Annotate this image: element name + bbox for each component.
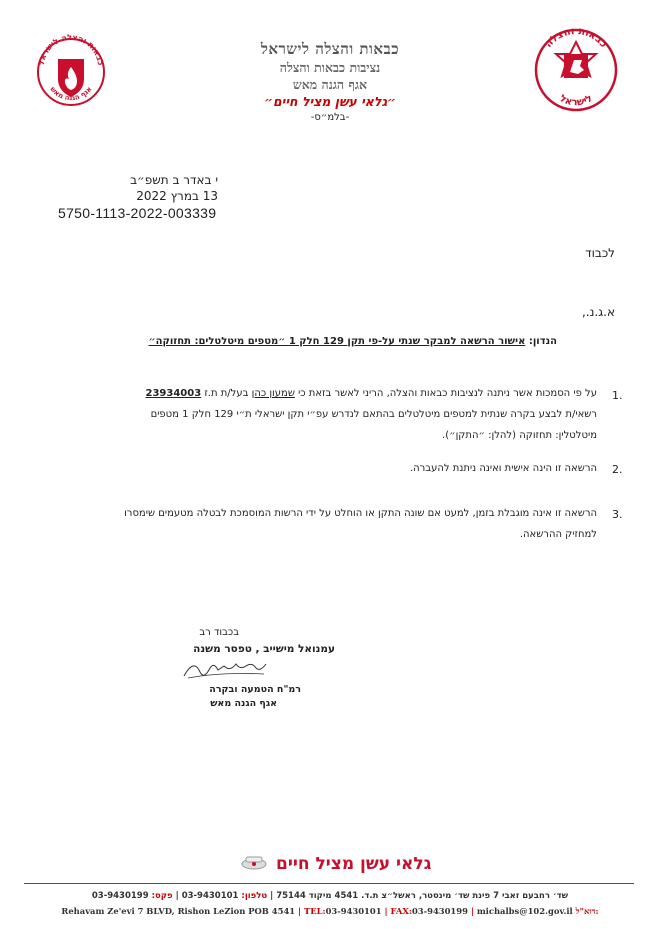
item-1-line-1-prefix: על פי הסמכות אשר ניתנה לנציבות כבאות והצלה, הריני לאשר בזאת כי: [298, 388, 597, 399]
item-1-number: 1.: [612, 389, 623, 402]
footer-address-he: שד׳ רחבעם זאבי 7 פינת שד׳ מינסטר, ראשל״צ ת.ד. 4541 מיקוד 75144: [276, 891, 569, 901]
greeting: לכבוד: [585, 246, 615, 260]
letterhead: [200, 40, 460, 125]
footer-divider: [24, 883, 634, 884]
footer-fax-label-en: FAX:: [390, 906, 412, 916]
signer-role: רמ"ח הטמעה ובקרה: [209, 684, 301, 695]
footer-brand-text: גלאי עשן מציל חיים: [276, 854, 432, 874]
item-3-line-2: למחזיק ההרשאה.: [519, 529, 597, 540]
item-2-number: 2.: [612, 463, 623, 476]
classification: -בלמ״ס-: [310, 112, 350, 123]
footer-brand: [240, 852, 431, 876]
footer-phone: 03-9430101: [181, 891, 239, 901]
item-3-number: 3.: [612, 508, 623, 521]
footer-fax-en: 03-9430199: [411, 906, 468, 916]
fire-rescue-israel-logo: [530, 20, 622, 116]
item-1-line-1-mid: בעל/ת ת.ז: [204, 388, 249, 399]
footer-tel-label-en: TEL:: [304, 906, 326, 916]
footer-email-label: דוא"ל:: [575, 906, 599, 916]
subject-text: אישור הרשאה למבקר שנתי על-פי תקן 129 חלק 1 ״מטפים מיטלטלים: תחזוקה״: [148, 336, 526, 347]
date-block: [58, 172, 218, 204]
item-3-line-1: הרשאה זו אינה מוגבלת בזמן, למעט אם שונה התקן או הוחלט על ידי הרשות המוסמכת לבטלה מטעמים שימסרו: [124, 508, 597, 519]
footer-phone-label: טלפון:: [241, 891, 268, 901]
item-1-line-2: רשאי/ת לבצע בקרה שנתית למטפים מיטלטלים בהתאם לנדרש עפ״י תקן ישראלי ת״י 129 חלק 1 מטפים: [150, 409, 597, 420]
subject-line: [149, 336, 558, 347]
holder-name: שמעון כהן: [251, 388, 295, 399]
item-1: [57, 383, 597, 446]
footer-fax: 03-9430199: [91, 891, 149, 901]
left-logo-top-text: כבאות והצלה לישראל: [36, 33, 106, 66]
department-name: אגף הגנה מאש: [292, 77, 368, 92]
item-1-line-3: מיטלטלין: תחזוקה (להלן: ״התקן״).: [442, 430, 597, 441]
fire-protection-logo: [36, 33, 106, 111]
left-logo-bottom-text: אגף הגנה מאש: [48, 85, 94, 103]
signer-department: אגף הגנה מאש: [210, 698, 277, 709]
subject-label: הנדון:: [528, 336, 557, 347]
salutation: א.ג.נ.,: [581, 305, 615, 319]
footer-email[interactable]: michalbs@102.gov.il: [476, 906, 573, 916]
smoke-detector-icon: [240, 854, 268, 874]
signer-name: עמנואל מישייב , טפסר משנה: [193, 643, 335, 655]
footer-fax-label: פקס:: [151, 891, 173, 901]
closing: בכבוד רב: [199, 627, 239, 638]
unit-slogan: ״גלאי עשן מציל חיים״: [264, 94, 396, 109]
item-3: [57, 503, 597, 545]
hebrew-date: י באדר ב תשפ״ב: [130, 173, 218, 187]
item-1-line-1: [57, 383, 597, 404]
holder-id-number: 23934003: [145, 388, 202, 399]
reference-number: 5750-1113-2022-003339: [58, 205, 217, 221]
right-logo-bottom-text: לישראל: [557, 93, 595, 109]
org-name: כבאות והצלה לישראל: [260, 40, 400, 58]
right-logo-top-text: כבאות והצלה: [543, 25, 609, 50]
footer-address-en: Rehavam Ze'evi 7 BLVD, Rishon LeZion POB 4541: [61, 906, 296, 916]
gregorian-date: 13 במרץ 2022: [136, 189, 218, 203]
footer-tel-en: 03-9430101: [325, 906, 382, 916]
footer-english-contacts: Rehavam Ze'evi 7 BLVD, Rishon LeZion POB 4541 | TEL:03-9430101 | FAX:03-9430199 | michalbs@102.gov.il דוא"ל:: [61, 906, 599, 916]
footer-hebrew-contacts: שד׳ רחבעם זאבי 7 פינת שד׳ מינסטר, ראשל״צ ת.ד. 4541 מיקוד 75144 | טלפון: 03-9430101 | פקס: 03-9430199: [91, 891, 569, 901]
handwritten-signature: [180, 656, 270, 682]
item-2-line-1: הרשאה זו הינה אישית ואינה ניתנת להעברה.: [409, 463, 597, 474]
sub-org-name: נציבות כבאות והצלה: [279, 60, 381, 75]
